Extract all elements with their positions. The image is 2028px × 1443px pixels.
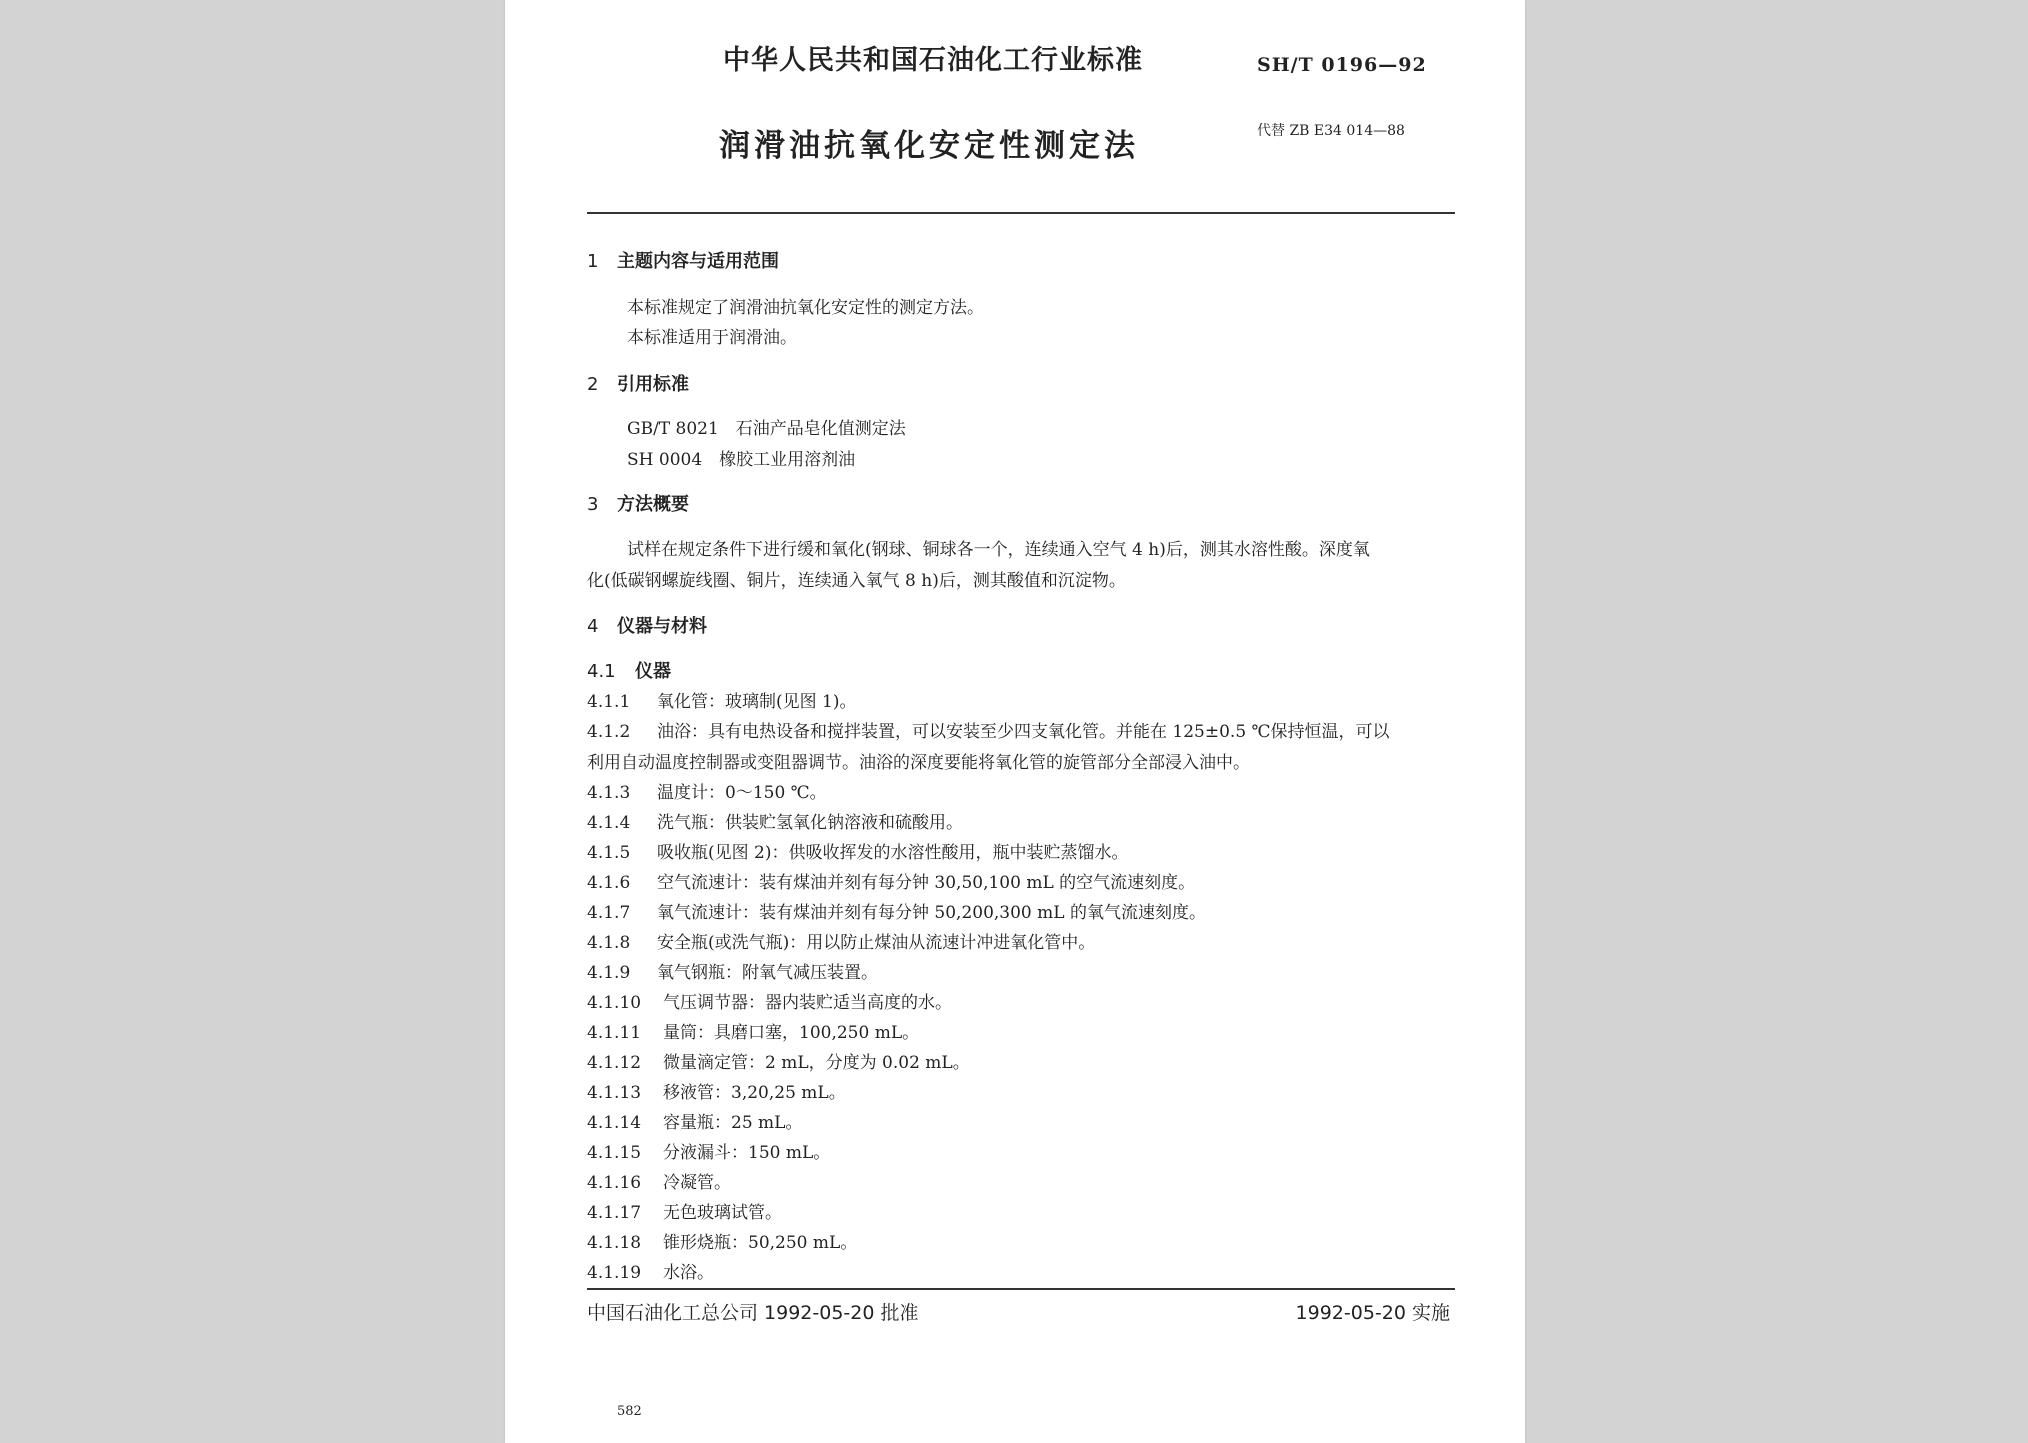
section-1-heading xyxy=(587,247,779,273)
list-item: 4.1.19 水浴。 xyxy=(587,1263,714,1283)
section-title: 仪器与材料 xyxy=(617,616,707,637)
list-item: 4.1.15 分液漏斗：150 mL。 xyxy=(587,1143,831,1163)
document-page xyxy=(505,0,1525,1443)
list-item: 4.1.18 锥形烧瓶：50,250 mL。 xyxy=(587,1233,858,1253)
effective-date: 1992-05-20 实施 xyxy=(1295,1302,1450,1324)
list-item: 4.1.2 油浴：具有电热设备和搅拌装置，可以安装至少四支氧化管。并能在 125±0.5 ℃保持恒温，可以 xyxy=(587,722,1390,742)
list-item: 4.1.13 移液管：3,20,25 mL。 xyxy=(587,1083,846,1103)
subsection-title: 仪器 xyxy=(635,661,671,682)
list-item: 4.1.7 氧气流速计：装有煤油并刻有每分钟 50,200,300 mL 的氧气流速刻度。 xyxy=(587,903,1206,923)
subsection-number: 4.1 xyxy=(587,661,616,682)
list-item: 4.1.12 微量滴定管：2 mL，分度为 0.02 mL。 xyxy=(587,1053,970,1073)
list-item: 4.1.16 冷凝管。 xyxy=(587,1173,731,1193)
list-item-continuation: 利用自动温度控制器或变阻器调节。油浴的深度要能将氧化管的旋管部分全部浸入油中。 xyxy=(587,753,1250,773)
section-3-line-1: 试样在规定条件下进行缓和氧化(钢球、铜球各一个，连续通入空气 4 h)后，测其水溶性酸。深度氧 xyxy=(627,540,1370,560)
list-item: 4.1.3 温度计：0～150 ℃。 xyxy=(587,783,827,803)
section-title: 引用标准 xyxy=(617,374,689,395)
list-item: 4.1.9 氧气钢瓶：附氧气减压装置。 xyxy=(587,963,878,983)
document-title: 润滑油抗氧化安定性测定法 xyxy=(719,128,1139,164)
section-number: 3 xyxy=(587,494,599,515)
list-item: 4.1.14 容量瓶：25 mL。 xyxy=(587,1113,803,1133)
header-divider xyxy=(587,212,1455,214)
section-number: 4 xyxy=(587,616,599,637)
section-number: 1 xyxy=(587,251,599,272)
section-title: 主题内容与适用范围 xyxy=(617,251,779,272)
section-2-heading xyxy=(587,370,689,396)
section-3-heading xyxy=(587,490,689,516)
list-item: 4.1.5 吸收瓶(见图 2)：供吸收挥发的水溶性酸用，瓶中装贮蒸馏水。 xyxy=(587,843,1129,863)
reference-sh-0004: SH 0004 橡胶工业用溶剂油 xyxy=(627,450,856,470)
list-item: 4.1.8 安全瓶(或洗气瓶)：用以防止煤油从流速计冲进氧化管中。 xyxy=(587,933,1096,953)
subsection-4-1-heading xyxy=(587,657,671,683)
replaces-note: 代替 ZB E34 014—88 xyxy=(1257,123,1405,139)
section-1-paragraph-1: 本标准规定了润滑油抗氧化安定性的测定方法。 xyxy=(627,298,984,318)
list-item: 4.1.10 气压调节器：器内装贮适当高度的水。 xyxy=(587,993,952,1013)
standard-code: SH/T 0196—92 xyxy=(1257,54,1427,76)
approval-date: 中国石油化工总公司 1992-05-20 批准 xyxy=(587,1302,919,1324)
section-3-line-2: 化(低碳钢螺旋线圈、铜片，连续通入氧气 8 h)后，测其酸值和沉淀物。 xyxy=(587,571,1126,591)
issuing-authority: 中华人民共和国石油化工行业标准 xyxy=(723,45,1143,76)
section-number: 2 xyxy=(587,374,599,395)
section-1-paragraph-2: 本标准适用于润滑油。 xyxy=(627,328,797,348)
section-4-heading xyxy=(587,612,707,638)
list-item: 4.1.17 无色玻璃试管。 xyxy=(587,1203,782,1223)
list-item: 4.1.11 量筒：具磨口塞，100,250 mL。 xyxy=(587,1023,920,1043)
list-item: 4.1.6 空气流速计：装有煤油并刻有每分钟 30,50,100 mL 的空气流速刻度。 xyxy=(587,873,1196,893)
reference-gb-t-8021: GB/T 8021 石油产品皂化值测定法 xyxy=(627,419,906,439)
footer-divider xyxy=(587,1288,1455,1290)
list-item: 4.1.1 氧化管：玻璃制(见图 1)。 xyxy=(587,692,857,712)
list-item: 4.1.4 洗气瓶：供装贮氢氧化钠溶液和硫酸用。 xyxy=(587,813,963,833)
section-title: 方法概要 xyxy=(617,494,689,515)
page-number: 582 xyxy=(617,1404,642,1419)
